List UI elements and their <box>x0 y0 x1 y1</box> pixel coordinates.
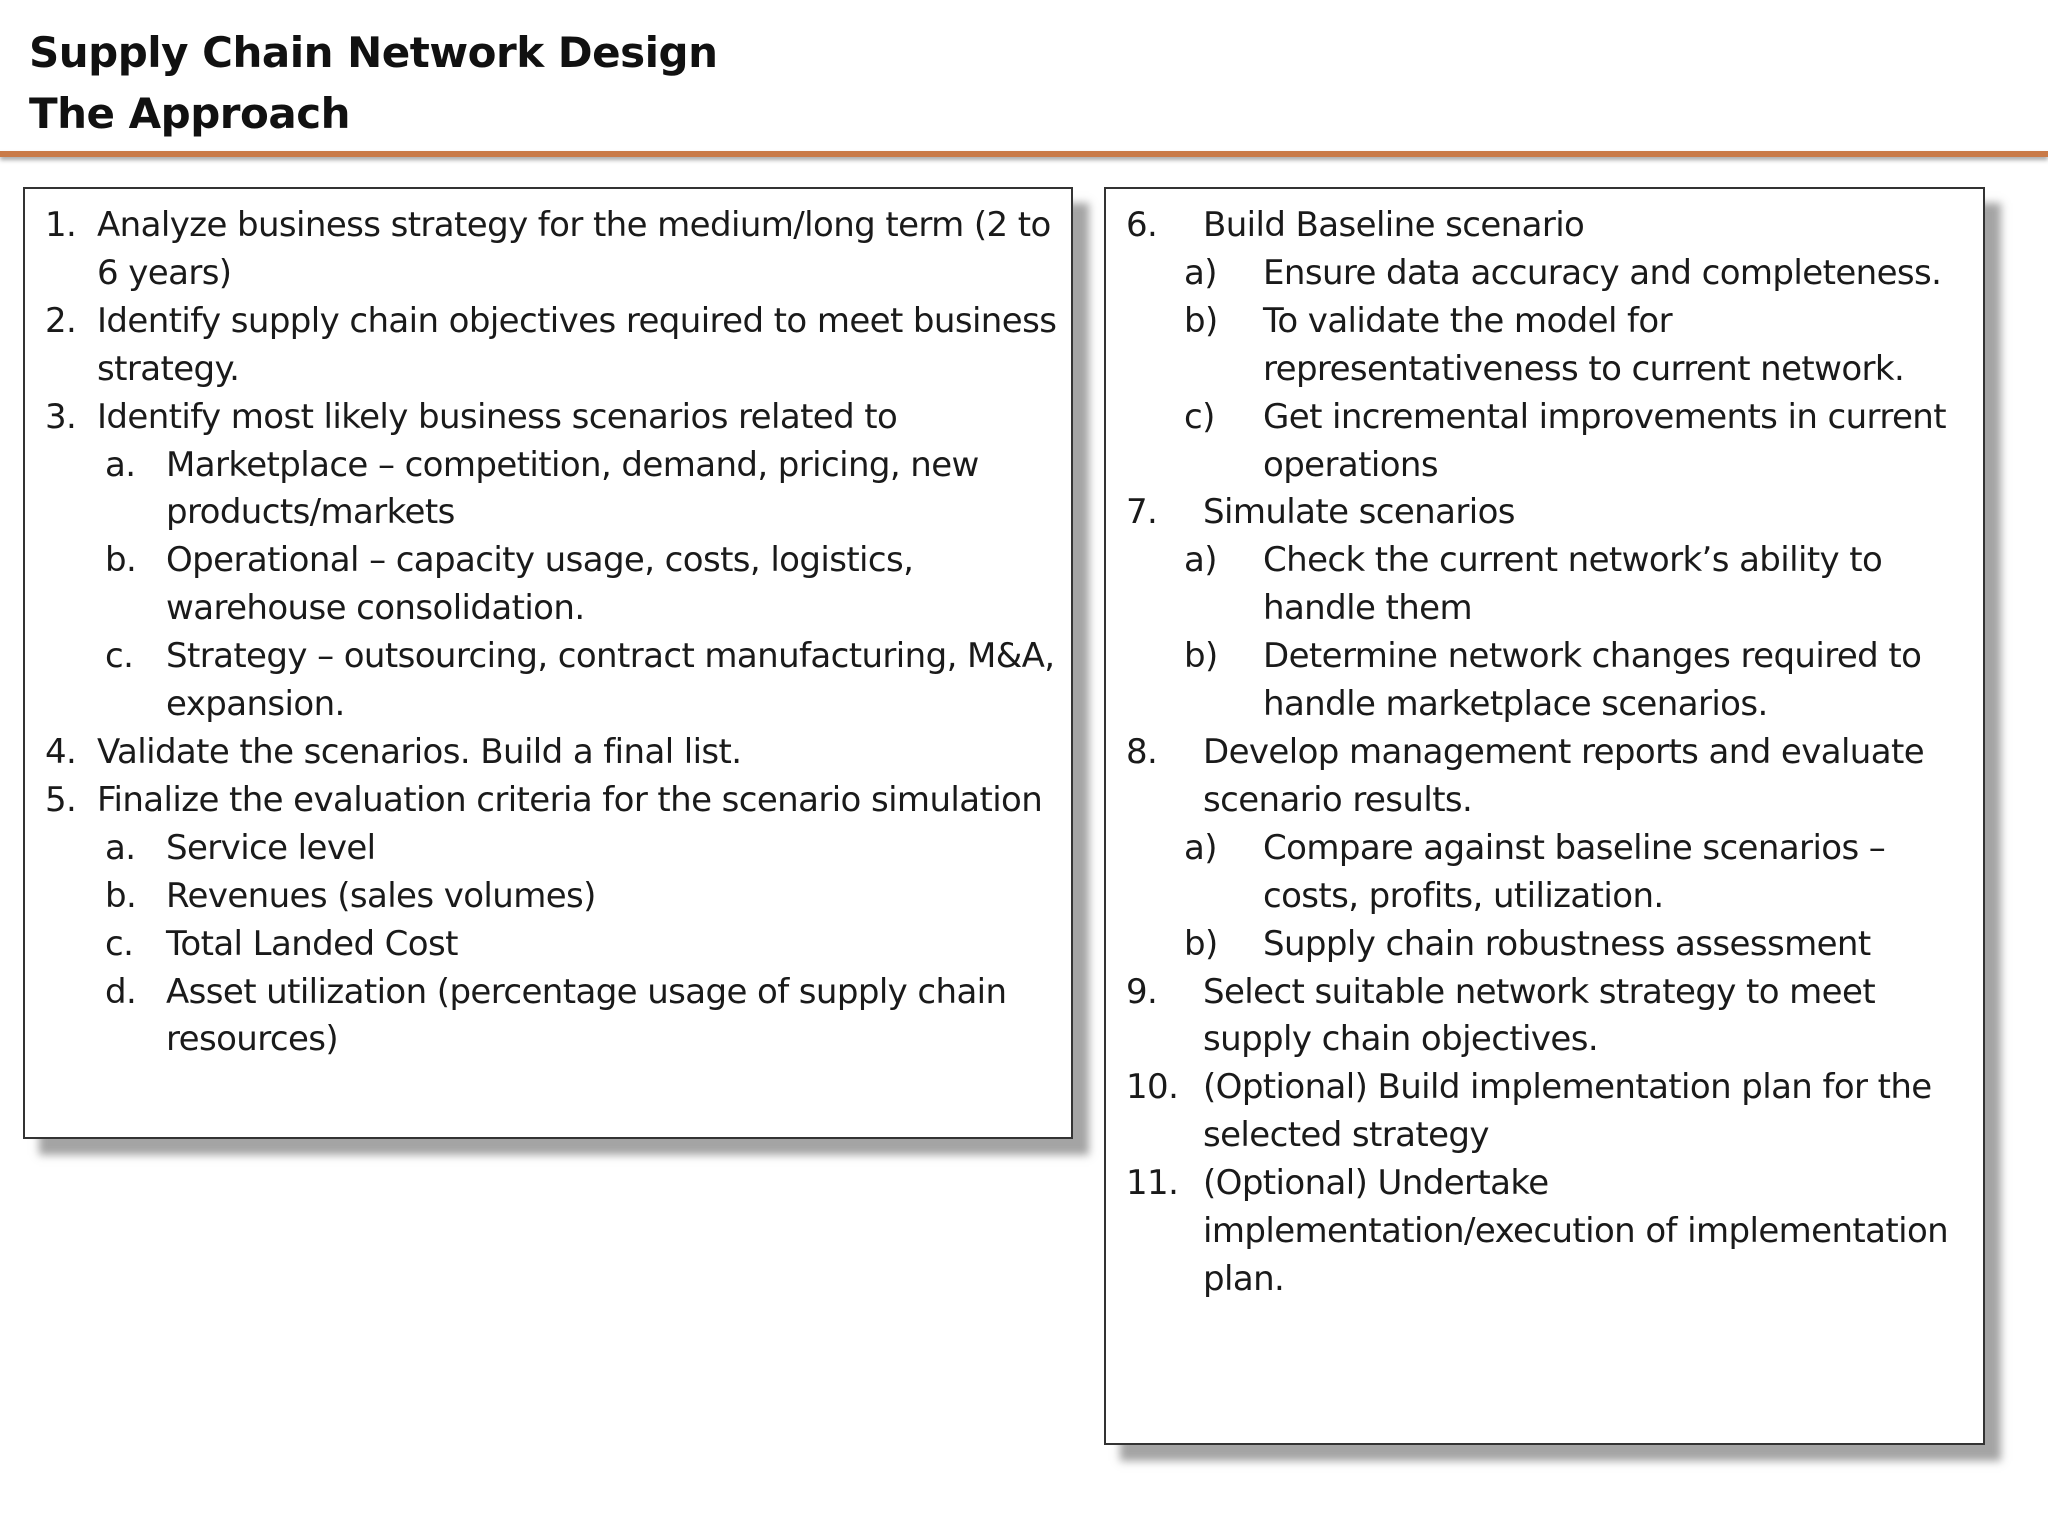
item-text: implementation/execution of implementation <box>1203 1211 1949 1252</box>
item-text: Ensure data accuracy and completeness. <box>1263 252 1942 293</box>
item-number: b) <box>1184 636 1218 677</box>
slide-title-line-1: Supply Chain Network Design <box>29 28 718 77</box>
item-text: Develop management reports and evaluate <box>1203 731 1925 772</box>
item-text: Revenues (sales volumes) <box>166 875 596 916</box>
sub-list-item <box>1106 633 1983 729</box>
item-text: warehouse consolidation. <box>166 588 585 629</box>
sub-list-item <box>1106 825 1983 921</box>
item-number: a) <box>1184 540 1217 581</box>
item-text: Simulate scenarios <box>1203 492 1515 533</box>
item-text: strategy. <box>97 348 240 389</box>
item-text: products/markets <box>166 492 455 533</box>
list-item <box>25 298 1071 394</box>
item-text: representativeness to current network. <box>1263 348 1905 389</box>
item-text: Build Baseline scenario <box>1203 205 1585 245</box>
item-number: 1. <box>45 205 77 245</box>
item-text: Marketplace – competition, demand, pricing, new <box>166 444 979 485</box>
left-steps-list <box>25 202 1071 1064</box>
list-item <box>1106 489 1983 537</box>
list-item <box>25 394 1071 442</box>
item-number: b. <box>105 875 137 916</box>
sub-list-item <box>25 873 1071 921</box>
item-text: 6 years) <box>97 252 232 293</box>
item-text: Select suitable network strategy to meet <box>1203 971 1876 1012</box>
item-text: Identify most likely business scenarios related to <box>97 396 898 437</box>
item-number: 9. <box>1126 971 1158 1012</box>
item-number: a. <box>105 827 136 868</box>
left-steps-box <box>23 187 1073 1139</box>
item-number: a) <box>1184 827 1217 868</box>
sub-list-item <box>25 969 1071 1065</box>
item-number: c. <box>105 636 134 677</box>
item-number: 5. <box>45 779 77 820</box>
item-number: 6. <box>1126 205 1158 245</box>
sub-list-item <box>1106 537 1983 633</box>
list-item <box>1106 969 1983 1065</box>
item-number: b) <box>1184 923 1218 964</box>
item-text: Analyze business strategy for the medium/long term (2 to <box>97 205 1051 245</box>
sub-list-item <box>25 537 1071 633</box>
item-text: Identify supply chain objectives required to meet business <box>97 300 1057 341</box>
item-number: 7. <box>1126 492 1158 533</box>
sub-list-item <box>1106 298 1983 394</box>
list-item <box>25 729 1071 777</box>
item-text: handle them <box>1263 588 1473 629</box>
sub-list-item <box>25 442 1071 538</box>
item-text: Operational – capacity usage, costs, logistics, <box>166 540 914 581</box>
item-text: Compare against baseline scenarios – <box>1263 827 1886 868</box>
item-text: Finalize the evaluation criteria for the scenario simulation <box>97 779 1043 820</box>
item-number: 8. <box>1126 731 1158 772</box>
item-text: Total Landed Cost <box>166 923 458 964</box>
item-text: handle marketplace scenarios. <box>1263 684 1768 725</box>
item-text: costs, profits, utilization. <box>1263 875 1664 916</box>
item-number: 2. <box>45 300 77 341</box>
item-text: expansion. <box>166 684 345 725</box>
item-number: d. <box>105 971 137 1012</box>
sub-list-item <box>25 633 1071 729</box>
list-item <box>1106 202 1983 250</box>
sub-list-item <box>25 825 1071 873</box>
right-steps-list <box>1106 202 1983 1304</box>
item-text: (Optional) Undertake <box>1203 1163 1549 1204</box>
list-item <box>1106 1064 1983 1160</box>
sub-list-item <box>1106 394 1983 490</box>
item-text: Strategy – outsourcing, contract manufacturing, M&A, <box>166 636 1055 677</box>
list-item <box>25 202 1071 298</box>
right-steps-box <box>1104 187 1985 1445</box>
item-number: c. <box>105 923 134 964</box>
item-text: resources) <box>166 1019 339 1060</box>
item-text: operations <box>1263 444 1438 485</box>
item-number: 10. <box>1126 1067 1179 1108</box>
item-number: 11. <box>1126 1163 1179 1204</box>
item-text: scenario results. <box>1203 779 1473 820</box>
item-number: a. <box>105 444 136 485</box>
item-number: 4. <box>45 731 77 772</box>
sub-list-item <box>1106 921 1983 969</box>
item-text: Asset utilization (percentage usage of supply chain <box>166 971 1007 1012</box>
item-number: c) <box>1184 396 1215 437</box>
item-text: Supply chain robustness assessment <box>1263 923 1871 964</box>
item-text: plan. <box>1203 1258 1285 1299</box>
slide-subtitle: The Approach <box>29 89 350 138</box>
item-number: b) <box>1184 300 1218 341</box>
item-text: Service level <box>166 827 376 868</box>
list-item <box>1106 1160 1983 1304</box>
item-number: b. <box>105 540 137 581</box>
sub-list-item <box>1106 250 1983 298</box>
item-text: (Optional) Build implementation plan for the <box>1203 1067 1932 1108</box>
item-number: 3. <box>45 396 77 437</box>
item-text: Validate the scenarios. Build a final list. <box>97 731 742 772</box>
item-text: selected strategy <box>1203 1115 1489 1156</box>
item-text: supply chain objectives. <box>1203 1019 1599 1060</box>
list-item <box>25 777 1071 825</box>
item-text: Check the current network’s ability to <box>1263 540 1883 581</box>
item-text: Determine network changes required to <box>1263 636 1922 677</box>
slide-title <box>29 22 718 144</box>
sub-list-item <box>25 921 1071 969</box>
item-number: a) <box>1184 252 1217 293</box>
item-text: Get incremental improvements in current <box>1263 396 1946 437</box>
title-divider <box>0 151 2048 157</box>
item-text: To validate the model for <box>1263 300 1672 341</box>
list-item <box>1106 729 1983 825</box>
